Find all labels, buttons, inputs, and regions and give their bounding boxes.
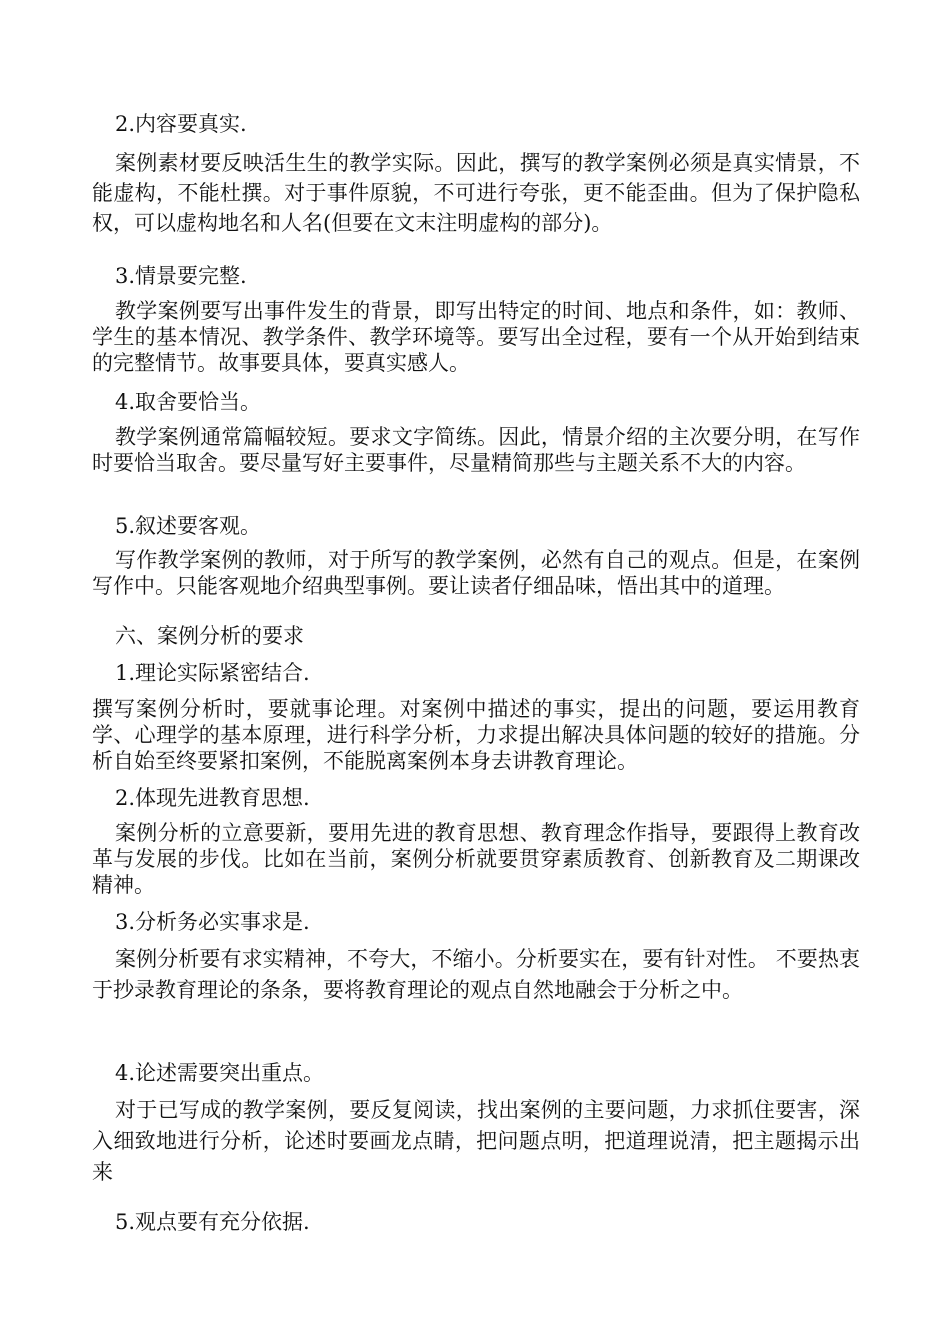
paragraph-seek-truth: 案例分析要有求实精神，不夸大，不缩小。分析要实在，要有针对性。 不要热衷于抄录教育理论的条条，要将教育理论的观点自然地融会于分析之中。 [92, 947, 860, 1002]
heading-scene-complete: 3.情景要完整. [115, 264, 247, 288]
paragraph-content-truthful: 案例素材要反映活生生的教学实际。因此，撰写的教学案例必须是真实情景，不能虚构，不能杜撰。对于事件原貌，不可进行夸张，更不能歪曲。但为了保护隐私权，可以虚构地名和人名(但要在文末注明虚构的部分)。 [92, 151, 860, 235]
heading-theory-practice: 1.理论实际紧密结合. [115, 661, 310, 685]
paragraph-narration-objective: 写作教学案例的教师，对于所写的教学案例，必然有自己的观点。但是，在案例写作中。只能客观地介绍典型事例。要让读者仔细品味，悟出其中的道理。 [92, 548, 860, 598]
heading-advanced-thought: 2.体现先进教育思想. [115, 786, 310, 810]
heading-selection-appropriate: 4.取舍要恰当。 [115, 390, 262, 414]
paragraph-advanced-thought: 案例分析的立意要新，要用先进的教育思想、教育理念作指导，要跟得上教育改革与发展的步伐。比如在当前，案例分析就要贯穿素质教育、创新教育及二期课改精神。 [92, 821, 860, 897]
heading-highlight-key: 4.论述需要突出重点。 [115, 1061, 325, 1085]
paragraph-selection-appropriate: 教学案例通常篇幅较短。要求文字简练。因此，情景介绍的主次要分明，在写作时要恰当取舍。要尽量写好主要事件，尽量精简那些与主题关系不大的内容。 [92, 425, 860, 475]
paragraph-scene-complete: 教学案例要写出事件发生的背景，即写出特定的时间、地点和条件，如：教师、学生的基本情况、教学条件、教学环境等。要写出全过程，要有一个从开始到结束的完整情节。故事要具体，要真实感人。 [92, 299, 860, 375]
heading-seek-truth: 3.分析务必实事求是. [115, 910, 310, 934]
paragraph-theory-practice: 撰写案例分析时，要就事论理。对案例中描述的事实，提出的问题，要运用教育学、心理学的基本原理，进行科学分析，力求提出解决具体问题的较好的措施。分析自始至终要紧扣案例，不能脱离案例本身去讲教育理论。 [92, 697, 860, 773]
heading-content-truthful: 2.内容要真实. [115, 112, 247, 136]
heading-narration-objective: 5.叙述要客观。 [115, 514, 262, 538]
paragraph-highlight-key: 对于已写成的教学案例，要反复阅读，找出案例的主要问题，力求抓住要害，深入细致地进行分析，论述时要画龙点睛，把问题点明，把道理说清，把主题揭示出来 [92, 1098, 860, 1184]
section-heading-case-analysis: 六、案例分析的要求 [115, 624, 304, 648]
heading-sufficient-basis: 5.观点要有充分依据. [115, 1210, 310, 1234]
